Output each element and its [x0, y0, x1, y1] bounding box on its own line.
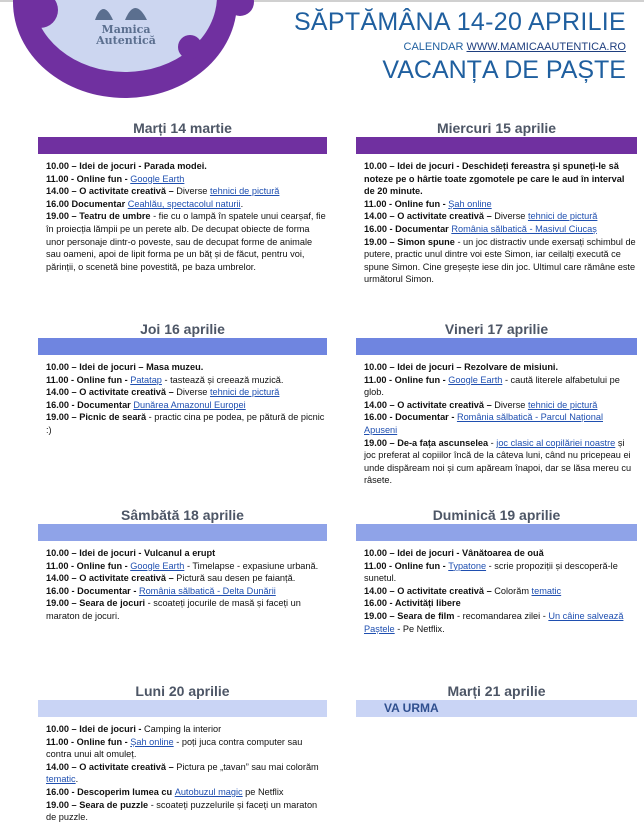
- day-color-bar: [38, 137, 327, 154]
- activity-text: - tastează și creează muzică.: [161, 374, 284, 385]
- schedule-item: [364, 361, 637, 374]
- day-color-bar: [356, 700, 637, 717]
- activity-link[interactable]: tematic: [46, 774, 76, 785]
- schedule-item: [46, 386, 327, 399]
- activity-link[interactable]: Google Earth: [130, 560, 185, 571]
- activity-heading: 11.00 - Online fun -: [364, 374, 449, 385]
- schedule-item: [364, 610, 637, 635]
- activity-heading: 10.00 – Idei de jocuri – Masa muzeu.: [46, 362, 204, 372]
- day-schedule: [356, 154, 637, 286]
- schedule-item: [364, 560, 637, 585]
- day-schedule: [356, 717, 637, 723]
- schedule-item: [364, 597, 637, 610]
- schedule-item: [364, 437, 637, 487]
- logo-line-1: Mamica: [101, 23, 151, 36]
- activity-heading: 19.00 – Simon spune: [364, 236, 455, 247]
- activity-text: Pictură sau desen pe faianță.: [176, 573, 296, 584]
- activity-text: - Pe Netflix.: [394, 623, 445, 634]
- day-schedule: [38, 355, 327, 437]
- website-link[interactable]: WWW.MAMICAAUTENTICA.RO: [466, 41, 626, 53]
- activity-text: - practic cina pe podea, pe pătură de picnic :): [46, 412, 325, 435]
- activity-text: - scrie propoziții și descoperă-le sunetul.: [364, 560, 618, 584]
- schedule-item: [46, 799, 327, 824]
- activity-link[interactable]: Șah online: [130, 736, 174, 747]
- activity-text: pe Netflix: [242, 786, 284, 797]
- schedule-item: [46, 761, 327, 786]
- day-schedule: [38, 154, 327, 273]
- activity-heading: 14.00 – O activitate creativă –: [46, 573, 177, 584]
- schedule-item: [364, 399, 637, 412]
- activity-heading: 19.00 – Seara de film: [364, 610, 455, 621]
- day-title: Joi 16 aprilie: [140, 321, 225, 337]
- activity-link[interactable]: tehnici de pictură: [527, 399, 598, 410]
- day-title: Marți 14 martie: [133, 120, 232, 136]
- activity-link[interactable]: tehnici de pictură: [209, 186, 280, 197]
- activity-text: Pictura pe „tavan” sau mai colorăm: [176, 761, 319, 772]
- activity-heading: 19.00 – Seara de puzzle: [46, 799, 149, 810]
- activity-text: .: [240, 198, 244, 209]
- activity-heading: 10.00 – Idei de jocuri - Parada modei.: [46, 161, 207, 171]
- logo: [0, 0, 270, 100]
- activity-link[interactable]: tehnici de pictură: [527, 211, 598, 222]
- schedule-item: [46, 585, 327, 598]
- activity-heading: 16.00 - Descoperim lumea cu: [46, 786, 175, 797]
- schedule-item: [46, 185, 327, 198]
- day-title: Luni 20 aprilie: [135, 683, 230, 699]
- activity-heading: 11.00 - Online fun -: [46, 560, 131, 571]
- day-schedule: [38, 717, 327, 824]
- day-card: [38, 119, 327, 273]
- activity-link[interactable]: Dunărea Amazonul Europei: [133, 399, 246, 410]
- activity-heading: 19.00 – Teatru de umbre: [46, 211, 151, 222]
- day-color-bar: [356, 338, 637, 355]
- schedule-item: [46, 736, 327, 761]
- logo-circle-icon: [0, 0, 270, 100]
- activity-text: - un joc distractiv unde exersați schimbul de putere, practic unul dintre voi este Simon, iar ceilalți execută ce spune Simon. Cine greșește iese din joc. Ultimul care rămâne este următorul Simon.: [364, 236, 636, 285]
- schedule-item: [364, 585, 637, 598]
- activity-text: - scoateți puzzelurile și faceți un maraton de puzzle.: [46, 799, 318, 823]
- activity-text: Camping la interior: [144, 724, 222, 734]
- schedule-item: [46, 160, 327, 173]
- schedule-item: [364, 374, 637, 399]
- activity-link[interactable]: Google Earth: [130, 173, 185, 184]
- activity-text: - Timelapse - expasiune urbană.: [184, 560, 319, 571]
- activity-link[interactable]: România sălbatică - Delta Dunării: [138, 585, 276, 596]
- activity-link[interactable]: Typatone: [448, 560, 487, 571]
- schedule-item: [46, 374, 327, 387]
- activity-link[interactable]: tehnici de pictură: [209, 387, 280, 398]
- logo-text: [86, 24, 166, 46]
- page-subtitle: VACANȚA DE PAȘTE: [382, 56, 626, 84]
- schedule-item: [46, 198, 327, 211]
- calendar-label: CALENDAR: [403, 41, 464, 53]
- activity-heading: 19.00 – Seara de jocuri: [46, 598, 146, 609]
- activity-text: - recomandarea zilei -: [454, 610, 549, 621]
- activity-link[interactable]: Ceahlău, spectacolul naturii: [127, 198, 241, 209]
- activity-text: Diverse: [494, 399, 528, 410]
- day-title: Sâmbătă 18 aprilie: [121, 507, 244, 523]
- calendar-line: [404, 41, 626, 53]
- schedule-item: [364, 223, 637, 236]
- activity-heading: 14.00 – O activitate creativă –: [46, 761, 177, 772]
- activity-link[interactable]: joc clasic al copilăriei noastre: [496, 437, 616, 448]
- day-card: [38, 320, 327, 437]
- activity-text: .: [75, 774, 79, 785]
- schedule-item: [364, 210, 637, 223]
- activity-text: - caută literele alfabetului pe glob.: [364, 374, 620, 398]
- day-color-bar: [38, 700, 327, 717]
- activity-heading: 16.00 - Activități libere: [364, 598, 461, 609]
- activity-text: Diverse: [176, 186, 210, 197]
- day-title: Vineri 17 aprilie: [444, 321, 549, 337]
- schedule-item: [46, 547, 327, 560]
- day-card: [356, 682, 637, 723]
- activity-heading: 14.00 – O activitate creativă –: [46, 387, 177, 398]
- activity-heading: 11.00 - Online fun -: [364, 198, 449, 209]
- day-color-bar: [356, 524, 637, 541]
- activity-link[interactable]: România sălbatică - Masivul Ciucaș: [451, 223, 597, 234]
- logo-line-2: Autentică: [96, 34, 156, 47]
- day-schedule: [356, 355, 637, 487]
- day-card: [38, 682, 327, 824]
- activity-link[interactable]: Google Earth: [448, 374, 503, 385]
- day-color-bar: [38, 338, 327, 355]
- activity-link[interactable]: Șah online: [448, 198, 492, 209]
- activity-heading: 16.00 - Documentar: [46, 399, 134, 410]
- day-schedule: [38, 541, 327, 623]
- schedule-item: [364, 411, 637, 436]
- schedule-item: [46, 361, 327, 374]
- page-title: SĂPTĂMÂNA 14-20 APRILIE: [293, 8, 626, 36]
- day-card: [356, 506, 637, 635]
- day-title: Miercuri 15 aprilie: [436, 120, 557, 136]
- schedule-item: [46, 210, 327, 273]
- schedule-item: [364, 198, 637, 211]
- activity-text: Diverse: [176, 387, 210, 398]
- activity-link[interactable]: România sălbatică - Parcul Național Apuseni: [364, 412, 603, 435]
- day-title: Duminică 19 aprilie: [432, 507, 561, 523]
- activity-link[interactable]: Autobuzul magic: [174, 786, 243, 797]
- activity-heading: 10.00 – Idei de jocuri - Vulcanul a erupt: [46, 548, 216, 558]
- day-schedule: [356, 541, 637, 635]
- activity-text: și joc preferat al copiilor încă de la câteva luni, când nu pricepeau ei unde dispăream noi și cum apăream înapoi, dar se lăsa mereu cu râsete.: [364, 437, 632, 486]
- activity-link[interactable]: Un câine salvează Paștele: [364, 610, 624, 634]
- activity-heading: 16.00 - Documentar -: [364, 412, 457, 423]
- coming-soon-label: VA URMA: [384, 701, 439, 715]
- day-title: Marți 21 aprilie: [447, 683, 546, 699]
- activity-link[interactable]: tematic: [531, 585, 562, 596]
- activity-heading: 10.00 – Idei de jocuri – Rezolvare de misiuni.: [364, 362, 559, 372]
- activity-heading: 19.00 – De-a fața ascunselea: [364, 437, 489, 448]
- schedule-item: [46, 723, 327, 736]
- schedule-item: [46, 786, 327, 799]
- activity-heading: 11.00 - Online fun -: [46, 736, 131, 747]
- schedule-item: [46, 597, 327, 622]
- activity-heading: Deschideți fereastra și spuneți-le să noteze pe o hârtie toate zgomotele pe care le aud în interval de 20 minute.: [364, 161, 625, 197]
- activity-heading: 14.00 – O activitate creativă –: [364, 585, 495, 596]
- day-color-bar: [38, 524, 327, 541]
- schedule-item: [46, 173, 327, 186]
- activity-link[interactable]: Patatap: [130, 374, 162, 385]
- day-card: [356, 320, 637, 487]
- activity-heading: 16.00 - Documentar -: [46, 585, 139, 596]
- activity-text: -: [488, 437, 497, 448]
- activity-heading: 10.00 – Idei de jocuri -: [46, 724, 145, 734]
- schedule-item: [46, 572, 327, 585]
- schedule-item: [46, 411, 327, 436]
- activity-heading: 14.00 – O activitate creativă –: [364, 211, 495, 222]
- schedule-item: [46, 399, 327, 412]
- activity-text: - poți juca contra computer sau contra unui alt omuleț.: [46, 736, 303, 760]
- schedule-item: [364, 547, 637, 560]
- activity-text: - scoateți jocurile de masă și faceți un maraton de jocuri.: [46, 598, 301, 621]
- schedule-item: [364, 160, 637, 198]
- schedule-item: [364, 236, 637, 286]
- activity-heading: 14.00 – O activitate creativă –: [364, 399, 495, 410]
- activity-heading: 19.00 – Picnic de seară: [46, 412, 147, 423]
- day-card: [38, 506, 327, 623]
- activity-text: Diverse: [494, 211, 528, 222]
- activity-text: - fie cu o lampă în spatele unui cearșaf, fie în proiecția lămpii pe un perete alb. De decupat obiecte de forma unor personaje dintr-o poveste, sau de decupat forme de animale sau oameni, apoi de lipit forma pe un băț și de făcut, pentru voi, părinții, o scenetă bine povestită, pe baza umbrelor.: [46, 211, 326, 272]
- activity-text: Colorăm: [494, 585, 532, 596]
- schedule-item: [46, 560, 327, 573]
- activity-heading: 11.00 - Online fun -: [46, 374, 131, 385]
- day-card: [356, 119, 637, 286]
- activity-heading: 16.00 - Documentar: [364, 223, 452, 234]
- activity-heading: 11.00 - Online fun -: [364, 560, 449, 571]
- activity-heading: 16.00 Documentar: [46, 198, 128, 209]
- activity-heading: 10.00 – Idei de jocuri -: [364, 161, 463, 171]
- activity-heading: 10.00 – Idei de jocuri - Vânătoarea de ouă: [364, 548, 544, 558]
- activity-heading: 14.00 – O activitate creativă –: [46, 186, 177, 197]
- activity-heading: 11.00 - Online fun -: [46, 173, 131, 184]
- day-color-bar: [356, 137, 637, 154]
